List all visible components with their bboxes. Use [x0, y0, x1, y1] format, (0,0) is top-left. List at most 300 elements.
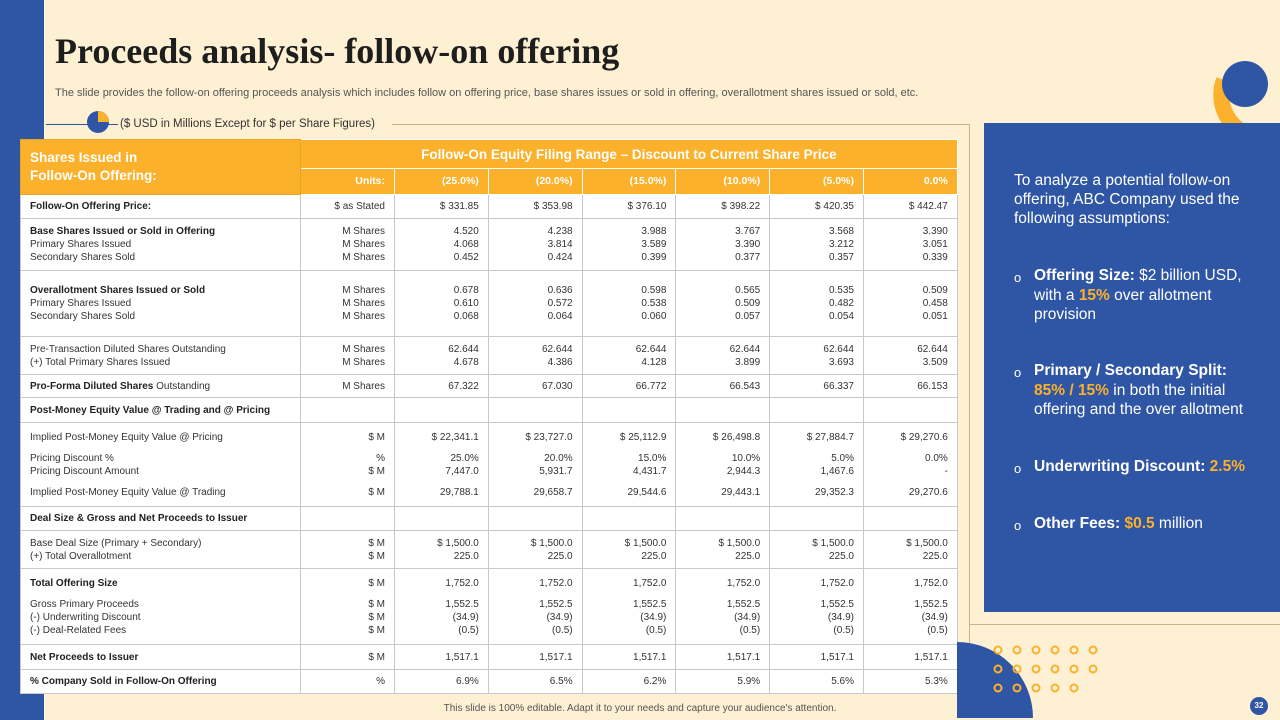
cell-line: 0.064: [547, 311, 573, 322]
section-header: Post-Money Equity Value @ Trading and @ Pricing: [21, 398, 301, 423]
cell: [488, 219, 582, 271]
discount-header: (10.0%): [676, 169, 770, 195]
assumption-label: Other Fees:: [1034, 515, 1121, 532]
assumption-text: $2 billion USD, with a: [1034, 267, 1242, 304]
cell-line: 0.377: [735, 252, 761, 263]
cell: 67.322: [395, 375, 489, 398]
cell-line: 0.509: [735, 298, 761, 309]
cell-line: 0.357: [828, 252, 854, 263]
cell-line: 1,752.0: [633, 577, 667, 589]
cell: 66.337: [770, 375, 864, 398]
cell-line: 29,270.6: [908, 486, 948, 498]
row-label-line: Total Offering Size: [30, 577, 118, 589]
bullet-icon: o: [1014, 270, 1022, 285]
cell-line: 0.068: [453, 311, 479, 322]
cell: [863, 531, 957, 569]
cell-line: 29,658.7: [533, 486, 573, 498]
cell-line: 3.814: [547, 239, 573, 250]
cell: $ 331.85: [395, 195, 489, 219]
row-label: [21, 423, 301, 507]
cell-line: 3.212: [828, 239, 854, 250]
cell-line: 0.509: [922, 285, 948, 296]
cell: 6.5%: [488, 670, 582, 694]
cell: [863, 271, 957, 337]
cell-line: $ 26,498.8: [712, 431, 761, 443]
row-unit: [301, 219, 395, 271]
cell: [676, 531, 770, 569]
cell-line: 1,752.0: [914, 577, 948, 589]
page-number-badge: 32: [1250, 697, 1268, 715]
cell-line: 0.399: [641, 252, 667, 263]
cell-line: 0.057: [735, 311, 761, 322]
cell-line: 0.598: [641, 285, 667, 296]
cell-line: 225.0: [922, 550, 948, 562]
table-row: [21, 195, 958, 219]
cell: [863, 219, 957, 271]
cell-line: $ 27,884.7: [806, 431, 854, 443]
cell-line: (0.5): [927, 624, 948, 636]
cell: [770, 219, 864, 271]
row-label-line: Primary Shares Issued: [30, 239, 132, 250]
unit-line: M Shares: [342, 252, 385, 263]
cell: 5.6%: [770, 670, 864, 694]
cell-line: 29,788.1: [439, 486, 479, 498]
cell-line: 20.0%: [544, 452, 573, 464]
decorative-circle-top-right: [1222, 61, 1268, 107]
cell-line: 0.458: [922, 298, 948, 309]
cell-line: (34.9): [640, 611, 667, 623]
cell: [863, 337, 957, 375]
cell-line: 0.610: [453, 298, 479, 309]
cell-line: 1,752.0: [820, 577, 854, 589]
row-label-line: Pricing Discount Amount: [30, 465, 139, 477]
cell: [488, 271, 582, 337]
bullet-icon: o: [1014, 365, 1022, 380]
unit-line: M Shares: [342, 239, 385, 250]
row-label-line: Gross Primary Proceeds: [30, 598, 139, 610]
pie-marker-icon: [80, 110, 116, 134]
cell: [863, 423, 957, 507]
cell: 1,517.1: [676, 645, 770, 670]
cell-line: 225.0: [828, 550, 854, 562]
cell-line: 62.644: [823, 343, 854, 355]
table-row: [21, 375, 958, 398]
assumption-highlight: 2.5%: [1209, 458, 1246, 475]
cell: [582, 569, 676, 645]
cell-line: $ 1,500.0: [624, 537, 667, 549]
cell: [488, 337, 582, 375]
unit-line: $ M: [368, 431, 385, 443]
row-label-rest: Outstanding: [153, 380, 211, 392]
cell-line: 0.482: [828, 298, 854, 309]
assumption-label: Offering Size:: [1034, 267, 1135, 284]
assumption-text: million: [1154, 515, 1203, 532]
cell-line: 29,352.3: [815, 486, 854, 498]
cell: 5.9%: [676, 670, 770, 694]
cell-line: $ 1,500.0: [812, 537, 854, 549]
cell: [863, 569, 957, 645]
cell-line: $ 22,341.1: [431, 431, 479, 443]
row-unit: $ M: [301, 645, 395, 670]
cell: [582, 423, 676, 507]
discount-header: (15.0%): [582, 169, 676, 195]
table-row: [21, 569, 958, 645]
empty-cell: [582, 507, 676, 531]
bullet-icon: o: [1014, 461, 1022, 476]
cell: 66.153: [863, 375, 957, 398]
unit-line: $ M: [368, 537, 385, 549]
assumption-other-fees: [1014, 514, 1269, 534]
cell-line: 5,931.7: [539, 465, 573, 477]
page-subtitle: The slide provides the follow-on offering proceeds analysis which includes follow on offering price, base shares issues or sold in offering, overallotment shares issued or sold, etc.: [55, 87, 919, 99]
row-label-line: (+) Total Overallotment: [30, 550, 132, 562]
row-label-line: Pricing Discount %: [30, 452, 114, 464]
frame-line: [969, 624, 1280, 625]
cell-line: 5.0%: [831, 452, 854, 464]
cell-line: 0.0%: [924, 452, 948, 464]
discount-header: (5.0%): [770, 169, 864, 195]
table-row: [21, 398, 958, 423]
unit-line: M Shares: [342, 311, 385, 322]
units-header: Units:: [301, 169, 395, 195]
empty-cell: [301, 398, 395, 423]
cell-line: 1,752.0: [445, 577, 479, 589]
empty-cell: [395, 507, 489, 531]
cell-line: $ 1,500.0: [906, 537, 948, 549]
unit-line: %: [376, 452, 385, 464]
cell-line: 225.0: [547, 550, 573, 562]
row-unit: [301, 271, 395, 337]
cell-line: $ 1,500.0: [437, 537, 479, 549]
bullet-icon: o: [1014, 518, 1022, 533]
row-label-line: (-) Deal-Related Fees: [30, 624, 127, 636]
cell-line: 0.538: [641, 298, 667, 309]
assumption-highlight: $0.5: [1124, 515, 1155, 532]
header-left-line-1: Shares Issued in: [30, 150, 138, 165]
cell-line: 3.509: [922, 356, 948, 368]
cell: [770, 531, 864, 569]
cell-line: 0.678: [453, 285, 479, 296]
row-label: [21, 569, 301, 645]
cell-line: 1,552.5: [820, 598, 854, 610]
section-header: Deal Size & Gross and Net Proceeds to Issuer: [21, 507, 301, 531]
cell: 1,517.1: [582, 645, 676, 670]
cell: [395, 423, 489, 507]
cell-line: 0.535: [828, 285, 854, 296]
table-row: [21, 337, 958, 375]
cell-line: 1,552.5: [914, 598, 948, 610]
units-note: ($ USD in Millions Except for $ per Share Figures): [120, 118, 376, 130]
row-label: Follow-On Offering Price:: [21, 195, 301, 219]
row-label: [21, 375, 301, 398]
cell: 66.543: [676, 375, 770, 398]
cell: [582, 337, 676, 375]
assumptions-intro: To analyze a potential follow-on offering, ABC Company used the following assumptions:: [1014, 172, 1240, 227]
row-unit: M Shares: [301, 375, 395, 398]
cell: [395, 219, 489, 271]
empty-cell: [488, 507, 582, 531]
unit-line: $ M: [368, 465, 385, 477]
cell-line: 225.0: [641, 550, 667, 562]
cell-line: 1,752.0: [726, 577, 761, 589]
cell: 6.9%: [395, 670, 489, 694]
cell-line: 0.054: [828, 311, 854, 322]
cell: [770, 423, 864, 507]
cell-line: (0.5): [552, 624, 573, 636]
row-label: Net Proceeds to Issuer: [21, 645, 301, 670]
empty-cell: [301, 507, 395, 531]
cell-line: (0.5): [739, 624, 761, 636]
cell-line: (34.9): [546, 611, 573, 623]
cell: [676, 569, 770, 645]
cell-line: 0.060: [641, 311, 667, 322]
unit-line: M Shares: [342, 343, 385, 355]
empty-cell: [395, 398, 489, 423]
cell: [676, 219, 770, 271]
cell-line: (34.9): [452, 611, 479, 623]
cell-line: 10.0%: [731, 452, 761, 464]
assumptions-panel: [984, 123, 1280, 612]
cell-line: 7,447.0: [445, 465, 479, 477]
unit-line: $ M: [368, 486, 385, 498]
row-label-line: Overallotment Shares Issued or Sold: [30, 285, 206, 296]
cell-line: -: [944, 465, 948, 477]
assumption-underwriting: [1014, 457, 1269, 477]
row-label-line: Pre-Transaction Diluted Shares Outstanding: [30, 343, 226, 355]
cell-line: 0.051: [922, 311, 948, 322]
unit-line: M Shares: [342, 356, 385, 368]
cell-line: 1,552.5: [539, 598, 573, 610]
cell-line: (34.9): [827, 611, 854, 623]
cell: [395, 271, 489, 337]
cell: [488, 423, 582, 507]
row-unit: [301, 531, 395, 569]
page-title: Proceeds analysis- follow-on offering: [55, 31, 620, 71]
cell: [770, 337, 864, 375]
cell: [582, 219, 676, 271]
row-label-line: (-) Underwriting Discount: [30, 611, 141, 623]
table-row: [21, 423, 958, 507]
cell-line: 1,752.0: [539, 577, 573, 589]
empty-cell: [770, 398, 864, 423]
cell: [395, 569, 489, 645]
footer-note: This slide is 100% editable. Adapt it to your needs and capture your audience's attention.: [443, 703, 837, 714]
empty-cell: [676, 398, 770, 423]
cell: 6.2%: [582, 670, 676, 694]
cell-line: 3.693: [828, 356, 854, 368]
cell: 5.3%: [863, 670, 957, 694]
row-label-line: Primary Shares Issued: [30, 298, 132, 309]
cell-line: 4.238: [547, 226, 573, 237]
cell-line: 62.644: [729, 343, 761, 355]
unit-line: M Shares: [342, 226, 385, 237]
assumption-label: Primary / Secondary Split:: [1034, 362, 1227, 379]
cell: 1,517.1: [863, 645, 957, 670]
row-unit: [301, 569, 395, 645]
assumption-highlight: 85% / 15%: [1034, 381, 1109, 399]
unit-line: $ M: [368, 611, 385, 623]
cell-line: 3.899: [735, 356, 761, 368]
table-row: [21, 271, 958, 337]
table-header-shares-issued: [21, 140, 301, 195]
cell-line: 0.339: [922, 252, 948, 263]
cell-line: $ 1,500.0: [530, 537, 573, 549]
cell-line: $ 23,727.0: [525, 431, 573, 443]
cell-line: 62.644: [635, 343, 667, 355]
cell-line: 62.644: [917, 343, 948, 355]
assumption-text: over allotment provision: [1034, 286, 1212, 323]
cell-line: (0.5): [458, 624, 479, 636]
cell: [395, 531, 489, 569]
cell-line: 4.678: [453, 356, 479, 368]
unit-line: $ M: [368, 550, 385, 562]
unit-line: $ M: [368, 577, 385, 589]
cell-line: 4.128: [641, 356, 667, 368]
cell-line: $ 1,500.0: [718, 537, 761, 549]
cell-line: 0.636: [547, 285, 573, 296]
cell: $ 398.22: [676, 195, 770, 219]
empty-cell: [676, 507, 770, 531]
frame-line: [969, 124, 970, 644]
header-left-line-2: Follow-On Offering:: [30, 168, 157, 183]
cell: 66.772: [582, 375, 676, 398]
table-row: [21, 507, 958, 531]
cell: 1,517.1: [395, 645, 489, 670]
cell-line: 0.424: [547, 252, 573, 263]
cell-line: 1,552.5: [726, 598, 761, 610]
row-label-bold: Pro-Forma Diluted Shares: [30, 380, 154, 392]
cell: [395, 337, 489, 375]
cell-line: 4.386: [547, 356, 573, 368]
assumption-split: [1014, 361, 1269, 420]
cell-line: (34.9): [734, 611, 761, 623]
cell-line: 29,443.1: [721, 486, 761, 498]
cell-line: (34.9): [921, 611, 948, 623]
cell-line: 4.068: [453, 239, 479, 250]
discount-header: (20.0%): [488, 169, 582, 195]
decorative-dot-grid: [990, 643, 1100, 695]
cell-line: 3.568: [828, 226, 854, 237]
cell-line: 225.0: [735, 550, 761, 562]
empty-cell: [863, 507, 957, 531]
table-row: [21, 670, 958, 694]
proceeds-table: [20, 139, 958, 694]
row-label-line: Implied Post-Money Equity Value @ Pricing: [30, 431, 223, 443]
frame-line: [392, 124, 970, 125]
cell-line: 225.0: [453, 550, 479, 562]
cell: [770, 271, 864, 337]
cell: [770, 569, 864, 645]
cell-line: 1,552.5: [633, 598, 667, 610]
assumption-text: in both the initial offering and the over allotment: [1034, 381, 1244, 418]
cell-line: 3.988: [641, 226, 667, 237]
row-label: [21, 219, 301, 271]
table-row: [21, 219, 958, 271]
cell: [582, 271, 676, 337]
cell: [676, 423, 770, 507]
cell-line: $ 29,270.6: [900, 431, 948, 443]
discount-header: 0.0%: [863, 169, 957, 195]
proceeds-table-container: [20, 139, 957, 694]
cell: $ 420.35: [770, 195, 864, 219]
discount-header: (25.0%): [395, 169, 489, 195]
row-label: [21, 271, 301, 337]
cell-line: 3.390: [735, 239, 761, 250]
row-label: [21, 337, 301, 375]
row-label-line: (+) Total Primary Shares Issued: [30, 356, 171, 368]
cell-line: 4,431.7: [633, 465, 667, 477]
cell-line: 3.390: [922, 226, 948, 237]
cell: [488, 531, 582, 569]
row-unit: [301, 423, 395, 507]
cell: 1,517.1: [770, 645, 864, 670]
cell-line: 15.0%: [638, 452, 667, 464]
unit-line: M Shares: [342, 285, 385, 296]
cell-line: 3.051: [922, 239, 948, 250]
row-unit: %: [301, 670, 395, 694]
cell-line: 4.520: [453, 226, 479, 237]
unit-line: $ M: [368, 598, 385, 610]
cell-line: $ 25,112.9: [619, 431, 667, 443]
assumption-highlight: 15%: [1078, 286, 1110, 304]
unit-line: M Shares: [342, 298, 385, 309]
cell: 67.030: [488, 375, 582, 398]
cell-line: 0.452: [453, 252, 479, 263]
cell: $ 376.10: [582, 195, 676, 219]
cell-line: 62.644: [542, 343, 573, 355]
cell-line: 25.0%: [450, 452, 479, 464]
row-label-line: Secondary Shares Sold: [30, 252, 136, 263]
row-unit: [301, 337, 395, 375]
row-label: % Company Sold in Follow-On Offering: [21, 670, 301, 694]
cell-line: 29,544.6: [627, 486, 667, 498]
assumption-label: Underwriting Discount:: [1034, 458, 1206, 475]
cell: 1,517.1: [488, 645, 582, 670]
cell: [582, 531, 676, 569]
cell: [676, 337, 770, 375]
cell-line: 0.572: [547, 298, 573, 309]
table-row: [21, 645, 958, 670]
row-label-line: Base Shares Issued or Sold in Offering: [30, 226, 216, 237]
cell-line: 1,552.5: [445, 598, 479, 610]
cell-line: 0.565: [735, 285, 761, 296]
assumption-offering-size: [1014, 266, 1269, 325]
cell-line: 2,944.3: [726, 465, 761, 477]
table-row: [21, 531, 958, 569]
cell-line: 3.589: [641, 239, 667, 250]
row-label: [21, 531, 301, 569]
empty-cell: [582, 398, 676, 423]
row-label-line: Secondary Shares Sold: [30, 311, 136, 322]
row-unit: $ as Stated: [301, 195, 395, 219]
table-header-filing-range: Follow-On Equity Filing Range – Discount to Current Share Price: [301, 140, 958, 169]
empty-cell: [863, 398, 957, 423]
cell-line: 1,467.6: [820, 465, 854, 477]
cell: [676, 271, 770, 337]
cell-line: (0.5): [645, 624, 667, 636]
cell-line: 62.644: [448, 343, 479, 355]
cell-line: 3.767: [735, 226, 761, 237]
row-label-line: Implied Post-Money Equity Value @ Trading: [30, 486, 226, 498]
cell-line: (0.5): [833, 624, 854, 636]
cell: $ 353.98: [488, 195, 582, 219]
empty-cell: [770, 507, 864, 531]
cell: $ 442.47: [863, 195, 957, 219]
cell: [488, 569, 582, 645]
unit-line: $ M: [368, 624, 385, 636]
empty-cell: [488, 398, 582, 423]
row-label-line: Base Deal Size (Primary + Secondary): [30, 537, 202, 549]
